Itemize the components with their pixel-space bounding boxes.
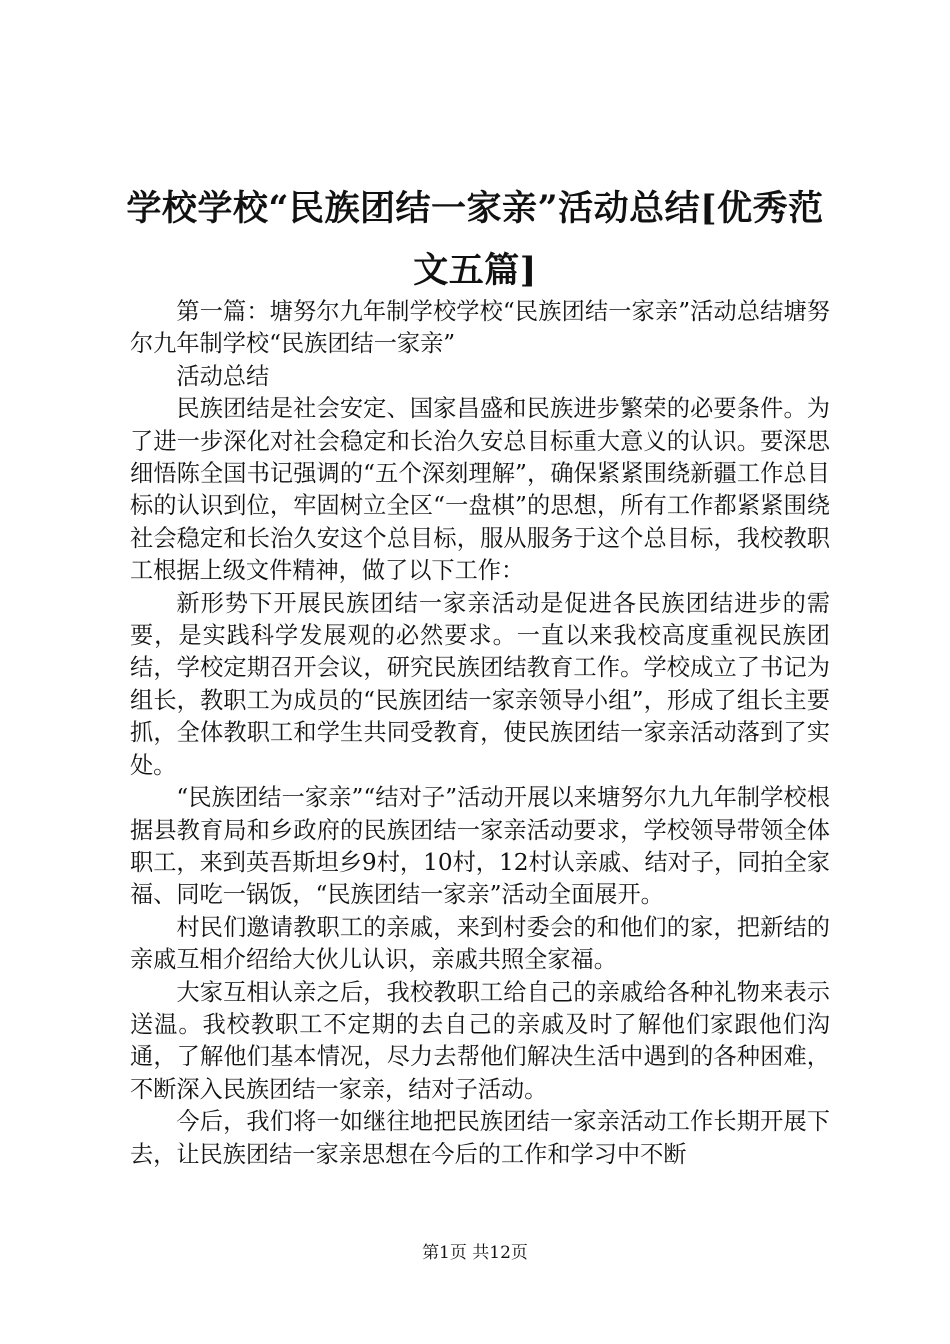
paragraph: 村民们邀请教职工的亲戚，来到村委会的和他们的家，把新结的亲戚互相介绍给大伙儿认识，亲戚共照全家福。 xyxy=(130,913,830,974)
document-title: 学校学校“民族团结一家亲”活动总结[优秀范文五篇] xyxy=(126,188,824,291)
paragraph: 民族团结是社会安定、国家昌盛和民族进步繁荣的必要条件。为了进一步深化对社会稳定和长治久安总目标重大意义的认识。要深思细悟陈全国书记强调的“五个深刻理解”，确保紧紧围绕新疆工作总目标的认识到位，牢固树立全区“一盘棋”的思想，所有工作都紧紧围绕社会稳定和长治久安这个总目标，服从服务于这个总目标，我校教职工根据上级文件精神，做了以下工作： xyxy=(130,395,830,585)
paragraph: 大家互相认亲之后，我校教职工给自己的亲戚给各种礼物来表示送温。我校教职工不定期的去自己的亲戚及时了解他们家跟他们沟通，了解他们基本情况，尽力去帮他们解决生活中遇到的各种困难，不断深入民族团结一家亲，结对子活动。 xyxy=(130,978,830,1103)
paragraph-subtitle: 活动总结 xyxy=(176,362,270,390)
paragraph: 新形势下开展民族团结一家亲活动是促进各民族团结进步的需要，是实践科学发展观的必然要求。一直以来我校高度重视民族团结，学校定期召开会议，研究民族团结教育工作。学校成立了书记为组长，教职工为成员的“民族团结一家亲领导小组”，形成了组长主要抓，全体教职工和学生共同受教育，使民族团结一家亲活动落到了实处。 xyxy=(130,589,830,779)
paragraph: “民族团结一家亲”“结对子”活动开展以来塘努尔九九年制学校根据县教育局和乡政府的民族团结一家亲活动要求，学校领导带领全体职工，来到英吾斯坦乡9村，10村，12村认亲戚、结对子，同拍全家福、同吃一锅饭，“民族团结一家亲”活动全面展开。 xyxy=(130,784,830,909)
page-number-footer: 第1页 共12页 xyxy=(422,1243,528,1263)
paragraph-intro: 第一篇：塘努尔九年制学校学校“民族团结一家亲”活动总结塘努尔九年制学校“民族团结一家亲” xyxy=(130,298,830,358)
paragraph: 今后，我们将一如继往地把民族团结一家亲活动工作长期开展下去，让民族团结一家亲思想在今后的工作和学习中不断 xyxy=(130,1108,830,1168)
document-body xyxy=(130,296,830,1171)
